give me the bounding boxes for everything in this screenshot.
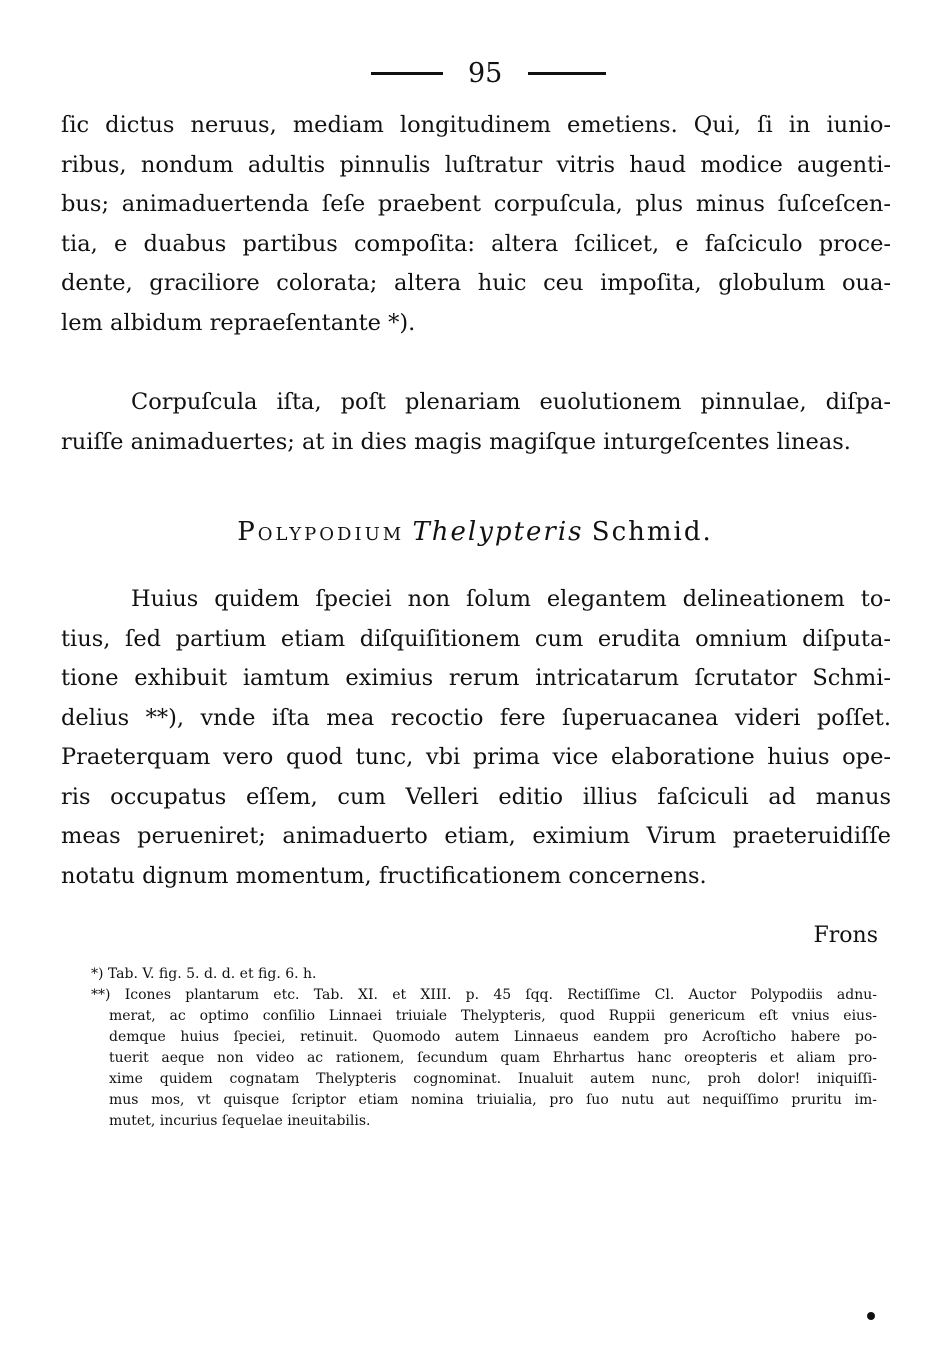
footnote-line: **) Icones plantarum etc. Tab. XI. et XIII. p. 45 ſqq. Rectiſſime Cl. Auctor Polypodiis adnu- — [91, 987, 877, 1003]
text-line: ris occupatus eſſem, cum Velleri editio illius faſciculi ad manus — [61, 783, 891, 810]
text-line: tius, ſed partium etiam diſquiſitionem cum erudita omnium diſputa- — [61, 625, 891, 652]
text-line: Praeterquam vero quod tunc, vbi prima vice elaboratione huius ope- — [61, 744, 891, 770]
text-line: dente, graciliore colorata; altera huic ceu impoſita, globulum oua- — [61, 270, 891, 296]
text-line: tione exhibuit iamtum eximius rerum intricatarum ſcrutator Schmi- — [61, 665, 891, 691]
page-number: 95 — [468, 58, 503, 89]
heading-species: Thelypteris — [412, 517, 584, 547]
paragraph-3 — [61, 580, 891, 896]
paragraph-2 — [61, 383, 891, 462]
text-line: lem albidum repraeſentante *). — [61, 309, 416, 336]
footnote-line: tuerit aeque non video ac rationem, ſecundum quam Ehrhartus hanc oreopteris et aliam pro- — [109, 1050, 877, 1066]
section-heading — [0, 512, 950, 552]
footnote-line: demque huius ſpeciei, retinuit. Quomodo autem Linnaeus eandem pro Acroſticho habere po- — [109, 1029, 877, 1045]
header-rule-left — [371, 72, 443, 75]
footnote-line: mutet, incurius ſequelae ineuitabilis. — [109, 1113, 371, 1129]
text-line: bus; animaduertenda ſeſe praebent corpuſcula, plus minus ſuſceſcen- — [61, 191, 891, 217]
text-line: ribus, nondum adultis pinnulis luſtratur vitris haud modice augenti- — [61, 151, 891, 178]
paragraph-1 — [61, 106, 891, 343]
heading-author: Schmid. — [591, 517, 713, 547]
page-header — [0, 56, 950, 92]
footnote-line: xime quidem cognatam Thelypteris cognominat. Inualuit autem nunc, proh dolor! iniquiſſi- — [109, 1071, 877, 1087]
text-line: ſic dictus neruus, mediam longitudinem emetiens. Qui, ſi in iunio- — [61, 112, 891, 138]
ink-speck — [867, 1312, 875, 1320]
text-line: ruiſſe animaduertes; at in dies magis magiſque inturgeſcentes lineas. — [61, 428, 851, 455]
footnotes — [91, 964, 877, 1132]
footnote-line: merat, ac optimo conſilio Linnaei triuiale Thelypteris, quod Ruppii genericum eſt vnius eius- — [109, 1008, 877, 1024]
text-line: Corpuſcula iſta, poſt plenariam euolutionem pinnulae, diſpa- — [131, 389, 891, 415]
text-line: meas perueniret; animaduerto etiam, eximium Virum praeteruidiſſe — [61, 823, 891, 849]
text-line: tia, e duabus partibus compoſita: altera ſcilicet, e faſciculo proce- — [61, 230, 891, 257]
text-line: notatu dignum momentum, fructificationem concernens. — [61, 862, 707, 889]
catchword: Frons — [813, 923, 878, 948]
footnote-line: *) Tab. V. fig. 5. d. d. et fig. 6. h. — [91, 966, 317, 982]
text-line: Huius quidem ſpeciei non ſolum elegantem delineationem to- — [131, 586, 891, 612]
heading-genus: Polypodium — [237, 517, 405, 547]
text-line: delius **), vnde iſta mea recoctio fere ſuperuacanea videri poſſet. — [61, 704, 891, 731]
header-rule-right — [528, 72, 606, 75]
footnote-line: mus mos, vt quisque ſcriptor etiam nomina triuialia, pro ſuo nutu aut nequiſſimo pruritu im- — [109, 1092, 877, 1108]
